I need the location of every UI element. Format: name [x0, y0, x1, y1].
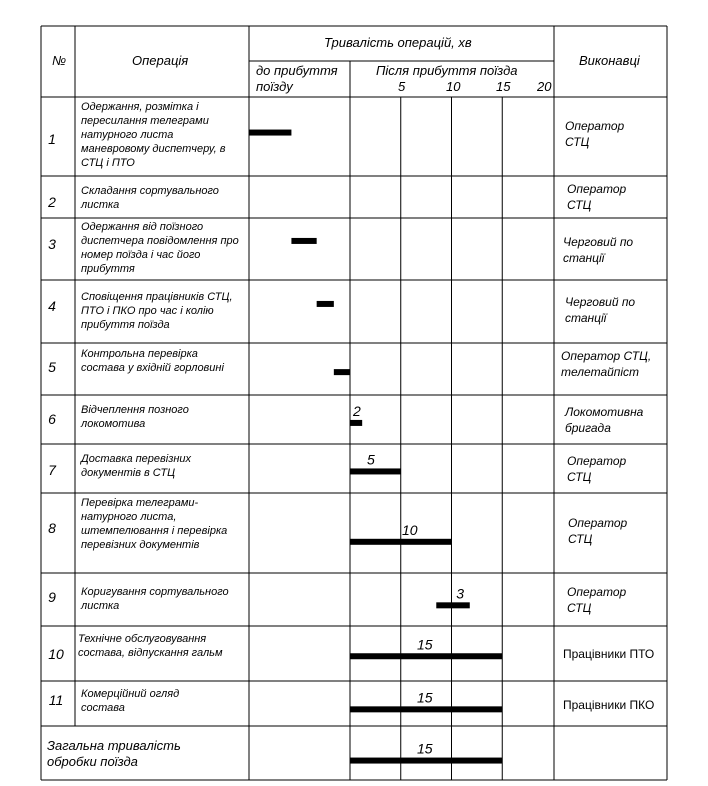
- gantt-label-row-total: 15: [417, 740, 433, 757]
- row-8-num: 8: [48, 520, 56, 536]
- gantt-label-row-10: 15: [417, 636, 433, 653]
- row-3-performer: Черговий по станції: [563, 235, 634, 265]
- header-tick-20: 20: [537, 79, 552, 94]
- row-1-operation: Одержання, розмітка і пересилання телеграми натурного листа маневровому диспетчеру, в СТЦ і ПТО: [81, 101, 226, 169]
- row-10-performer: Працівники ПТО: [563, 647, 655, 661]
- row-7-num: 7: [48, 462, 56, 478]
- gantt-bar-row-total: [350, 758, 502, 764]
- row-1-num: 1: [48, 131, 56, 147]
- row-8-operation: Перевірка телеграми-натурного листа, штемпелювання і перевірка перевізних документів: [81, 497, 228, 551]
- row-7-operation: Доставка перевізних документів в СТЦ: [81, 453, 192, 479]
- row-4-performer: Черговий по станції: [565, 295, 636, 325]
- row-1-performer: Оператор СТЦ: [565, 119, 625, 149]
- row-10-num: 10: [48, 646, 64, 662]
- row-5-num: 5: [48, 359, 56, 375]
- header-tick-15: 15: [496, 79, 511, 94]
- gantt-bar-row-4: [317, 301, 334, 307]
- row-3-num: 3: [48, 236, 56, 252]
- gantt-bar-row-9: [436, 602, 469, 608]
- row-9-performer: Оператор СТЦ: [567, 585, 627, 615]
- header-duration: Тривалість операцій, хв: [324, 35, 472, 50]
- header-tick-10: 10: [446, 79, 461, 94]
- gantt-label-row-11: 15: [417, 689, 433, 706]
- gantt-label-row-8: 10: [402, 521, 418, 538]
- row-8-performer: Оператор СТЦ: [568, 516, 628, 546]
- gantt-bar-row-10: [350, 653, 502, 659]
- row-6-performer: Локомотивна бригада: [565, 405, 644, 435]
- gantt-label-row-7: 5: [367, 451, 375, 468]
- gantt-bar-row-6: [350, 420, 362, 426]
- row-11-num: 11: [48, 692, 64, 708]
- gantt-label-row-9: 3: [456, 585, 465, 602]
- total-label: Загальна тривалість обробки поїзда: [47, 738, 181, 769]
- row-11-operation: Комерційний огляд состава: [81, 688, 180, 714]
- gantt-bar-row-5: [334, 369, 350, 375]
- header-tick-5: 5: [398, 79, 406, 94]
- header-num: №: [52, 53, 67, 68]
- gantt-bar-row-1: [249, 130, 291, 136]
- header-after: Після прибуття поїзда: [376, 63, 518, 78]
- gantt-bar-row-7: [350, 468, 401, 474]
- row-4-num: 4: [48, 298, 56, 314]
- row-9-operation: Коригування сортувального листка: [81, 586, 229, 612]
- header-performers: Виконавці: [579, 53, 640, 68]
- row-4-operation: Сповіщення працівників СТЦ, ПТО і ПКО про час і колію прибуття поїзда: [81, 291, 233, 331]
- row-6-num: 6: [48, 411, 56, 427]
- gantt-bar-row-11: [350, 706, 502, 712]
- row-5-operation: Контрольна перевірка состава у вхідній горловині: [81, 348, 224, 374]
- header-before-line1: до прибуття: [256, 63, 338, 78]
- gantt-label-row-6: 2: [353, 402, 361, 419]
- row-2-performer: Оператор СТЦ: [567, 182, 627, 212]
- row-10-operation: Технічне обслуговування состава, відпускання гальм: [78, 633, 223, 659]
- header-operation: Операція: [132, 53, 189, 68]
- gantt-bar-row-8: [350, 539, 452, 545]
- row-6-operation: Відчеплення позного локомотива: [81, 404, 189, 430]
- row-3-operation: Одержання від поїзного диспетчера повідомлення про номер поїзда і час його прибуття: [81, 221, 239, 275]
- gantt-bar-row-3: [291, 238, 316, 244]
- header-before-line2: поїзду: [256, 79, 293, 94]
- row-11-performer: Працівники ПКО: [563, 698, 655, 712]
- row-2-num: 2: [48, 194, 56, 210]
- row-7-performer: Оператор СТЦ: [567, 454, 627, 484]
- row-2-operation: Складання сортувального листка: [81, 185, 219, 211]
- row-9-num: 9: [48, 589, 56, 605]
- row-5-performer: Оператор СТЦ, телетайпіст: [561, 349, 652, 379]
